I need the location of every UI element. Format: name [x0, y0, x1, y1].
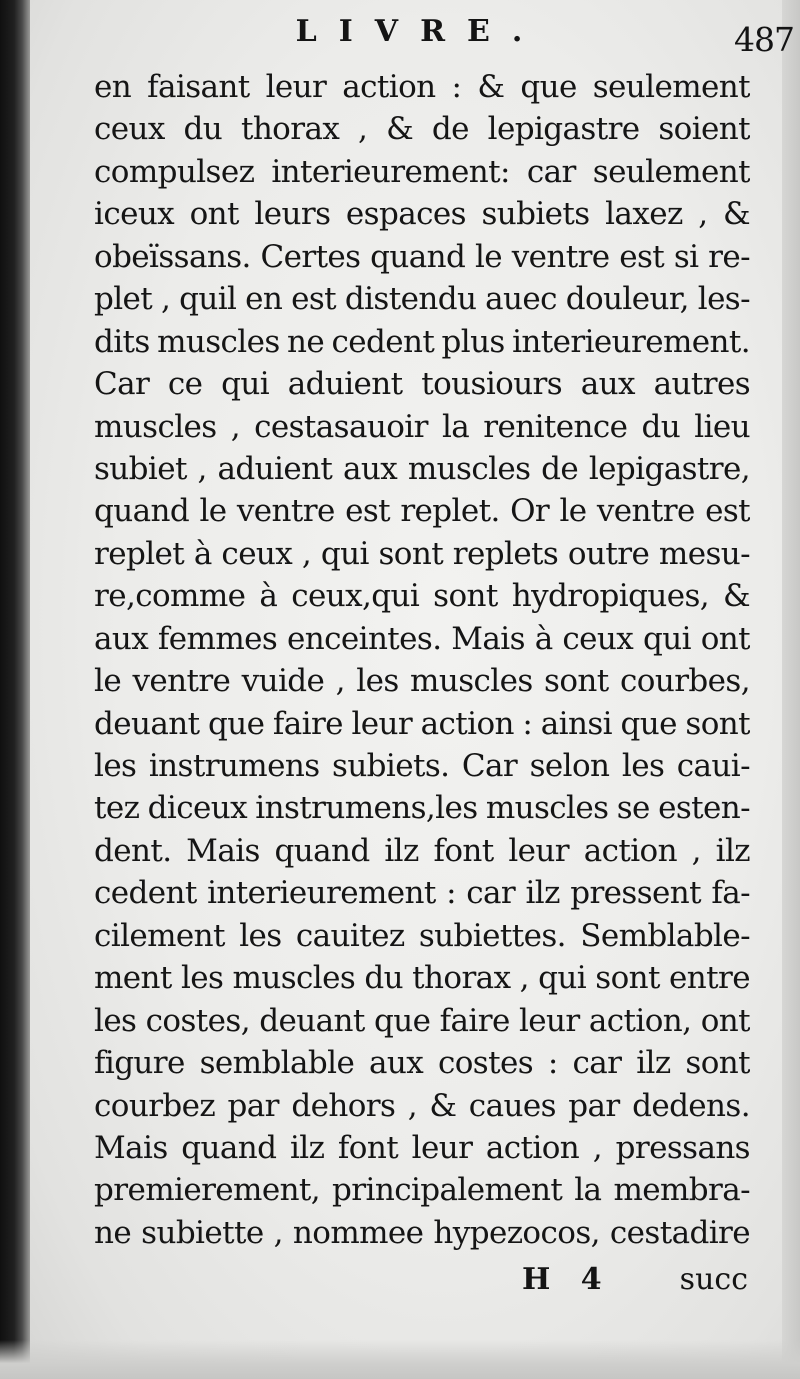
text-line: replet à ceux , qui sont replets outre mesu-	[94, 535, 750, 572]
text-line: re,comme à ceux,qui sont hydropiques, &	[94, 578, 750, 615]
text-line: en faisant leur action : & que seulement	[94, 69, 750, 105]
text-line: ne subiette , nommee hypezocos, cestadire	[94, 1214, 750, 1251]
text-line: compulsez interieurement: car seulement	[94, 153, 750, 190]
text-line: le ventre vuide , les muscles sont courbes,	[94, 663, 750, 700]
text-line: les instrumens subiets. Car selon les caui-	[94, 748, 750, 784]
signature-mark: H 4	[522, 1262, 612, 1297]
text-line: les costes, deuant que faire leur action, ont	[94, 1002, 750, 1039]
text-line: subiet , aduient aux muscles de lepigastre,	[94, 450, 750, 487]
running-head: LIVRE.	[295, 14, 545, 49]
text-line: cedent interieurement : car ilz pressent fa-	[94, 875, 750, 912]
text-line: aux femmes enceintes. Mais à ceux qui ont	[94, 620, 750, 657]
text-line: muscles , cestasauoir la renitence du lieu	[94, 408, 750, 445]
text-line: obeïssans. Certes quand le ventre est si re-	[94, 238, 750, 275]
text-line: premierement, principalement la membra-	[94, 1172, 750, 1209]
text-line: cilement les cauitez subiettes. Semblable-	[94, 917, 750, 954]
page-number: 487	[734, 20, 794, 59]
text-line: quand le ventre est replet. Or le ventre est	[94, 493, 750, 530]
text-line: ment les muscles du thorax , qui sont entre	[94, 960, 750, 997]
text-line: figure semblable aux costes : car ilz sont	[94, 1045, 750, 1082]
text-line: iceux ont leurs espaces subiets laxez , &	[94, 196, 750, 233]
text-line: Mais quand ilz font leur action , pressans	[94, 1129, 750, 1166]
text-line: Car ce qui aduient tousiours aux autres	[94, 366, 750, 403]
catchword: succ	[679, 1262, 748, 1297]
page-bottom-edge	[0, 1340, 800, 1379]
text-line: ceux du thorax , & de lepigastre soient	[94, 111, 750, 148]
text-line: dits muscles ne cedent plus interieurement.	[94, 323, 750, 360]
text-line: dent. Mais quand ilz font leur action , ilz	[94, 832, 750, 869]
text-line: courbez par dehors , & caues par dedens.	[94, 1087, 750, 1124]
page-edge	[782, 0, 800, 1379]
text-line: deuant que faire leur action : ainsi que sont	[94, 705, 750, 742]
text-line: plet , quil en est distendu auec douleur, les-	[94, 281, 750, 318]
text-line: tez diceux instrumens,les muscles se esten-	[94, 790, 750, 827]
body-text	[94, 66, 750, 1254]
binding-shadow	[0, 0, 34, 1379]
